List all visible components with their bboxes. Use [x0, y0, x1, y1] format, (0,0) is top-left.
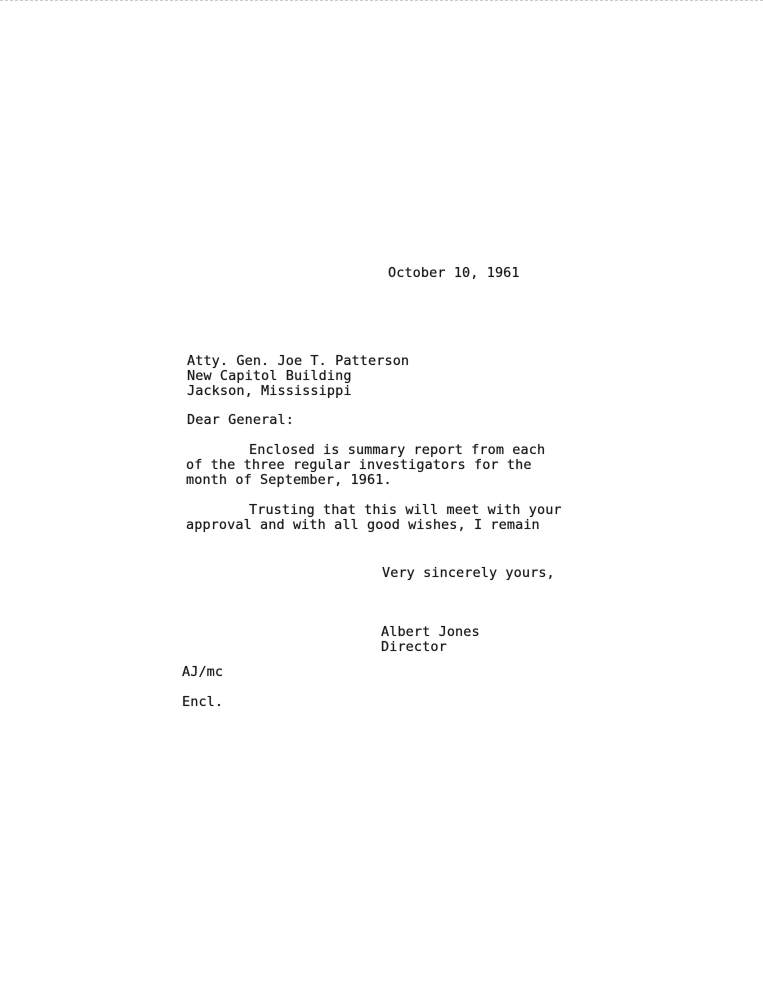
recipient-line-2: New Capitol Building — [187, 368, 352, 384]
signer-name: Albert Jones — [381, 624, 480, 640]
signer-title: Director — [381, 639, 447, 655]
typist-initials: AJ/mc — [182, 664, 224, 680]
paragraph-1-line-1: Enclosed is summary report from each — [249, 442, 546, 458]
salutation: Dear General: — [187, 412, 294, 428]
paragraph-2-line-2: approval and with all good wishes, I remain — [186, 517, 540, 533]
paragraph-2-line-1: Trusting that this will meet with your — [249, 502, 562, 518]
paragraph-1-line-3: month of September, 1961. — [186, 472, 392, 488]
recipient-line-3: Jackson, Mississippi — [187, 383, 352, 399]
recipient-line-1: Atty. Gen. Joe T. Patterson — [187, 353, 410, 369]
enclosure-notation: Encl. — [182, 694, 224, 710]
letter-date: October 10, 1961 — [388, 265, 520, 281]
closing: Very sincerely yours, — [382, 565, 555, 581]
paragraph-1-line-2: of the three regular investigators for the — [186, 457, 532, 473]
